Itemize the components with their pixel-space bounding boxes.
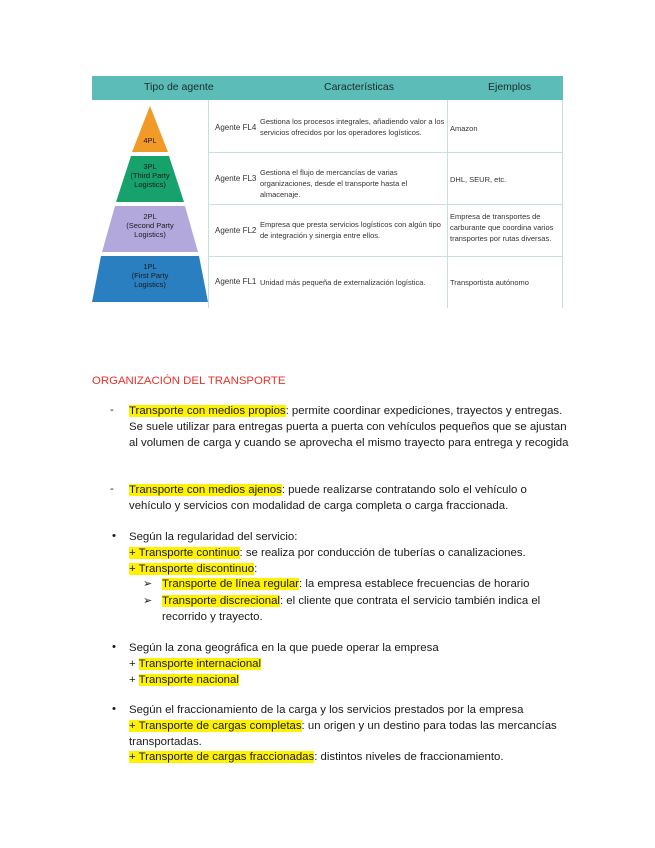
text-ajenos: : puede realizarse contratando solo el vehículo o vehículo y servicios con modalidad de carga completa o carga fraccionada. (129, 484, 527, 512)
agent-fl2: Agente FL2 (215, 226, 257, 235)
example-fl4: Amazon (450, 124, 478, 133)
arrow-bullet-icon: ➢ (143, 595, 153, 607)
highlight-discrecional: Transporte discrecional (162, 595, 280, 607)
row-divider (208, 152, 563, 153)
highlight-linea-regular: Transporte de línea regular (162, 578, 299, 590)
pyramid-label-4pl: 4PL (143, 136, 157, 145)
agent-fl3: Agente FL3 (215, 174, 257, 183)
dash-marker: - (110, 404, 114, 416)
text-discontinuo: : (254, 562, 258, 575)
sub-item-linea-regular (162, 577, 562, 593)
agent-fl1: Agente FL1 (215, 277, 257, 286)
list-item-regularidad (129, 530, 569, 577)
list-item-zona (129, 641, 569, 688)
text-fraccionadas: : distintos niveles de fraccionamiento. (314, 751, 504, 764)
fraccionamiento-title: Según el fraccionamiento de la carga y los servicios prestados por la empresa (129, 704, 524, 716)
completas-line (129, 719, 569, 751)
pyramid-level-4pl (132, 106, 168, 152)
header-ejemplos: Ejemplos (488, 81, 532, 93)
list-item-fraccionamiento (129, 703, 569, 766)
highlight-propios: Transporte con medios propios (129, 405, 286, 417)
nacional-line (129, 673, 569, 689)
list-item-propios (129, 404, 569, 451)
section-title: ORGANIZACIÓN DEL TRANSPORTE (92, 375, 286, 387)
pyramid-label-2pl: 2PL (Second Party Logistics) (126, 212, 174, 239)
row-divider (208, 204, 563, 205)
highlight-fraccionadas: + Transporte de cargas fraccionadas (129, 751, 315, 764)
text-linea-regular: : la empresa establece frecuencias de horario (298, 578, 530, 590)
text-continuo: : se realiza por conducción de tuberías o canalizaciones. (239, 546, 526, 559)
text-propios: : permite coordinar expediciones, trayectos y entregas. Se suele utilizar para entregas puerta a puerta con vehículos pequeños que se ajustan al volumen de carga y cuando se aprovecha el mismo trayecto para entrega y recogida (129, 405, 569, 449)
text-discrecional: : el cliente que contrata el servicio también indica el recorrido y trayecto. (162, 595, 541, 623)
highlight-continuo: + Transporte continuo (129, 546, 240, 559)
desc-fl1: Unidad más pequeña de externalización logística. (260, 278, 426, 287)
example-fl3: DHL, SEUR, etc. (450, 175, 507, 184)
highlight-nacional: Transporte nacional (138, 673, 239, 686)
highlight-ajenos: Transporte con medios ajenos (129, 484, 282, 496)
plus-sign: + (129, 673, 139, 686)
bullet-marker: • (112, 641, 116, 653)
agent-fl4: Agente FL4 (215, 123, 257, 132)
table-header (92, 76, 563, 100)
internacional-line (129, 657, 569, 673)
bullet-marker: • (112, 703, 116, 715)
arrow-bullet-icon: ➢ (143, 578, 153, 590)
bullet-marker: • (112, 530, 116, 542)
highlight-completas: + Transporte de cargas completas (129, 719, 302, 732)
pyramid-label-1pl: 1PL (First Party Logistics) (131, 262, 169, 289)
list-item-ajenos (129, 483, 569, 515)
header-tipo: Tipo de agente (144, 81, 214, 93)
highlight-discontinuo: + Transporte discontinuo (129, 562, 255, 575)
discontinuo-line (129, 562, 569, 578)
desc-fl4: Gestiona los procesos integrales, añadiendo valor a los servicios ofrecidos por los operadores logísticos. (260, 117, 445, 137)
pyramid-label-3pl: 3PL (Third Party Logistics) (130, 162, 170, 189)
dash-marker: - (110, 483, 114, 495)
header-caracteristicas: Características (324, 81, 395, 93)
sub-item-discrecional (162, 594, 562, 626)
highlight-internacional: Transporte internacional (138, 657, 262, 670)
desc-fl3: Gestiona el flujo de mercancías de varias organizaciones, desde el transporte hasta el almacenaje. (260, 168, 408, 199)
fraccionadas-line (129, 750, 569, 766)
text-completas: : un origen y un destino para todas las mercancías transportadas. (129, 719, 557, 748)
continuo-line (129, 546, 569, 562)
zona-title: Según la zona geográfica en la que puede operar la empresa (129, 642, 439, 654)
desc-fl2: Empresa que presta servicios logísticos con algún tipo de integración y sinergia entre ellos. (260, 220, 441, 240)
regularidad-title: Según la regularidad del servicio: (129, 531, 298, 543)
row-divider (208, 256, 563, 257)
example-fl1: Transportista autónomo (450, 278, 529, 287)
agent-types-table (92, 76, 563, 308)
example-fl2: Empresa de transportes de carburante que coordina varios transportes por rutas diversas. (450, 212, 554, 243)
plus-sign: + (129, 657, 139, 670)
